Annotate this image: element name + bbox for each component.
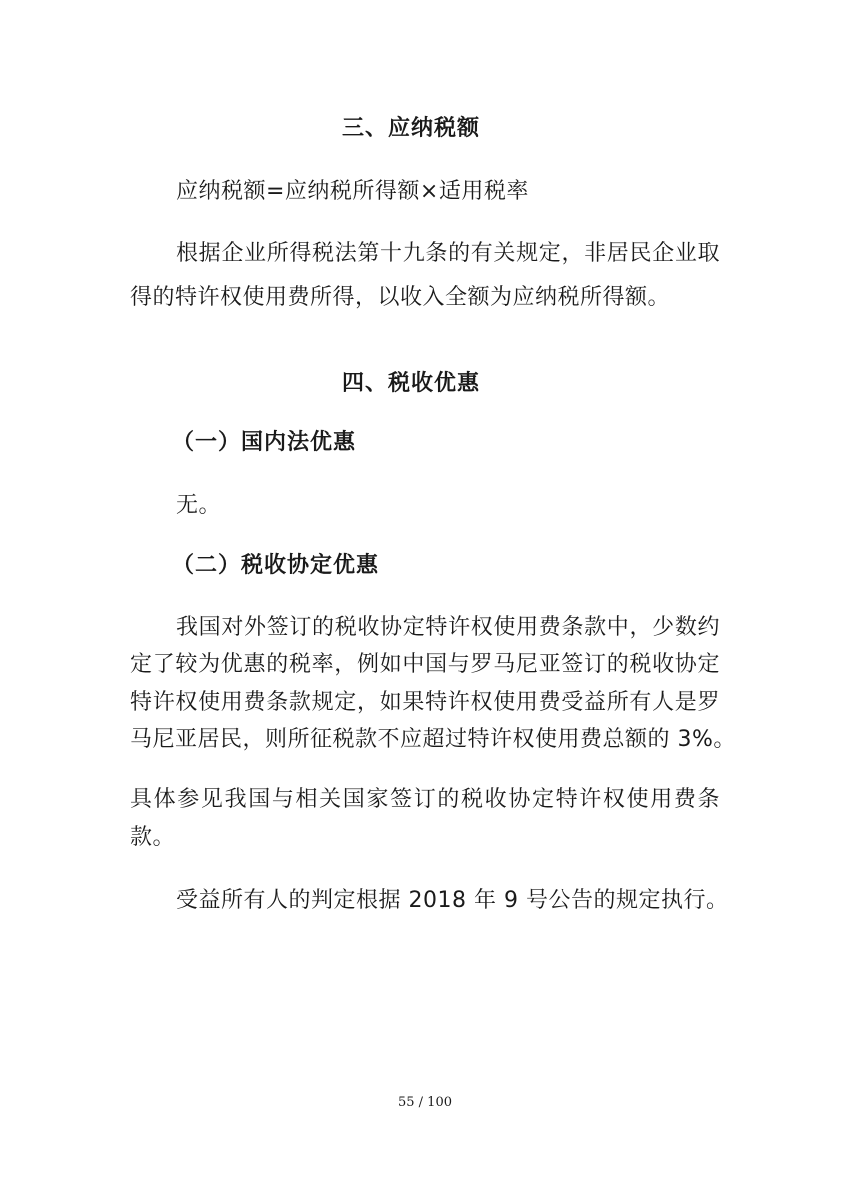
subsection-heading-domestic-law: （一）国内法优惠 xyxy=(172,430,357,455)
section-heading-tax-incentives: 四、税收优惠 xyxy=(342,371,481,396)
paragraph-line: 马尼亚居民，则所征税款不应超过特许权使用费总额的 3%。 xyxy=(130,727,736,752)
paragraph-line: 特许权使用费条款规定，如果特许权使用费受益所有人是罗 xyxy=(130,690,720,715)
paragraph-line: 定了较为优惠的税率，例如中国与罗马尼亚签订的税收协定 xyxy=(130,652,720,677)
beneficial-owner-paragraph: 受益所有人的判定根据 2018 年 9 号公告的规定执行。 xyxy=(176,888,729,913)
paragraph-line: 得的特许权使用费所得，以收入全额为应纳税所得额。 xyxy=(130,285,671,310)
section-heading-tax-payable: 三、应纳税额 xyxy=(342,116,481,141)
paragraph-line: 根据企业所得税法第十九条的有关规定，非居民企业取 xyxy=(176,241,720,266)
paragraph-line: 我国对外签订的税收协定特许权使用费条款中，少数约 xyxy=(176,615,720,640)
domestic-law-text: 无。 xyxy=(176,493,222,518)
paragraph-line: 具体参见我国与相关国家签订的税收协定特许权使用费条 xyxy=(130,787,720,812)
subsection-heading-treaty: （二）税收协定优惠 xyxy=(172,553,380,578)
page-number: 55 / 100 xyxy=(398,1095,452,1110)
paragraph-line: 款。 xyxy=(130,825,176,850)
tax-formula: 应纳税额=应纳税所得额×适用税率 xyxy=(176,179,529,204)
